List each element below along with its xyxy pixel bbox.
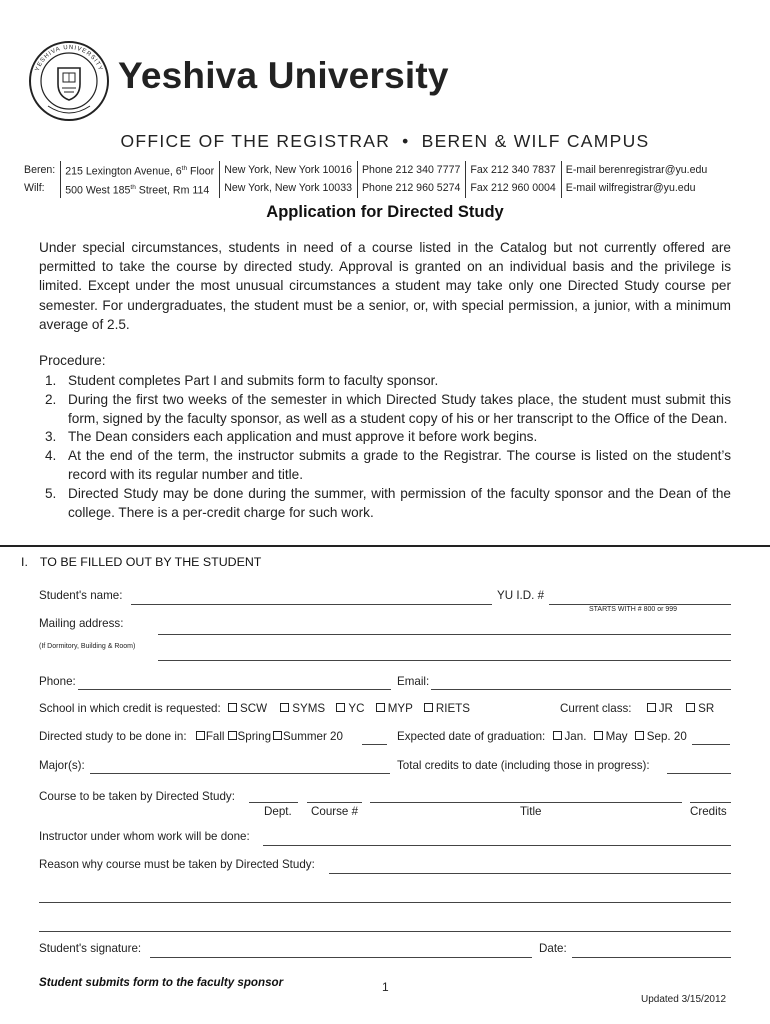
email: E-mail wilfregistrar@yu.edu bbox=[565, 182, 696, 195]
total-credits-field[interactable] bbox=[667, 773, 731, 774]
credits-field[interactable] bbox=[690, 802, 731, 803]
checkbox-may[interactable] bbox=[594, 731, 603, 740]
checkbox-spring[interactable] bbox=[228, 731, 237, 740]
class-row: Current class: JR SR bbox=[560, 702, 715, 715]
contact-table bbox=[24, 161, 712, 198]
study-term-row: Directed study to be done in: Fall Spring Summer 20 bbox=[39, 730, 343, 743]
current-class-label: Current class: bbox=[560, 702, 632, 715]
phone-field[interactable] bbox=[78, 689, 391, 690]
course-number-field[interactable] bbox=[307, 802, 362, 803]
procedure-step: 2. During the first two weeks of the semester in which Directed Study takes place, the student must submit this form, signed by the faculty sponsor, as well as a student copy of his or her transcript to the Office of the Dean. bbox=[45, 391, 731, 426]
address: 215 Lexington Avenue, 6th Floor bbox=[61, 161, 220, 180]
intro-paragraph: Under special circumstances, students in need of a course listed in the Catalog but not currently offered are permitted to take the course by directed study. Approval is granted on an individual basis and the privilege is limited. Except under the most unusual circumstances a student may take only one Directed Study course per semester. For undergraduates, the student must be a senior, or, with special permission, a junior, with a minimum average of 2.5. bbox=[39, 240, 731, 332]
updated-date: Updated 3/15/2012 bbox=[641, 994, 727, 1005]
address: 500 West 185th Street, Rm 114 bbox=[61, 180, 220, 199]
seal-text: YESHIVA UNIVERSITY bbox=[34, 44, 104, 73]
checkbox-syms[interactable] bbox=[280, 703, 289, 712]
campus-label: Beren: bbox=[24, 161, 61, 180]
phone: Phone 212 340 7777 bbox=[357, 161, 465, 180]
graduation-label: Expected date of graduation: bbox=[397, 730, 546, 743]
city: New York, New York 10033 bbox=[220, 180, 358, 199]
course-label: Course to be taken by Directed Study: bbox=[39, 790, 235, 803]
phone: Phone 212 960 5274 bbox=[357, 180, 465, 199]
checkbox-yc[interactable] bbox=[336, 703, 345, 712]
checkbox-jan[interactable] bbox=[553, 731, 562, 740]
mailing-address-field-2[interactable] bbox=[158, 660, 731, 661]
city: New York, New York 10016 bbox=[220, 161, 358, 180]
page-title: Application for Directed Study bbox=[266, 203, 504, 221]
school-row: School in which credit is requested: SCW SYMS YC MYP RIETS bbox=[39, 702, 471, 715]
procedure-step: 5. Directed Study may be done during the summer, with permission of the faculty sponsor and the Dean of the college. There is a per-credit charge for such work. bbox=[45, 485, 731, 520]
summer-year-field[interactable] bbox=[362, 744, 387, 745]
dept-caption: Dept. bbox=[264, 805, 292, 818]
checkbox-sep[interactable] bbox=[635, 731, 644, 740]
graduation-row: Expected date of graduation: Jan. May Sep. 20 bbox=[397, 730, 687, 743]
email-label: Email: bbox=[397, 675, 430, 688]
total-credits-label: Total credits to date (including those in progress): bbox=[397, 759, 650, 772]
campus-label: Wilf: bbox=[24, 180, 61, 199]
office-name: OFFICE OF THE REGISTRAR bbox=[120, 131, 391, 151]
email-field[interactable] bbox=[431, 689, 731, 690]
page-number: 1 bbox=[382, 980, 389, 994]
date-field[interactable] bbox=[572, 957, 731, 958]
school-label: School in which credit is requested: bbox=[39, 702, 221, 715]
title-caption: Title bbox=[520, 805, 542, 818]
contact-row-beren bbox=[24, 161, 712, 180]
reason-label: Reason why course must be taken by Directed Study: bbox=[39, 858, 315, 871]
checkbox-myp[interactable] bbox=[376, 703, 385, 712]
checkbox-fall[interactable] bbox=[196, 731, 205, 740]
fax: Fax 212 340 7837 bbox=[466, 161, 561, 180]
dorm-note: (If Dormitory, Building & Room) bbox=[39, 643, 136, 650]
id-note: STARTS WITH # 800 or 999 bbox=[589, 606, 678, 613]
signature-label: Student's signature: bbox=[39, 942, 142, 955]
majors-field[interactable] bbox=[90, 773, 390, 774]
checkbox-jr[interactable] bbox=[647, 703, 656, 712]
instructor-label: Instructor under whom work will be done: bbox=[39, 830, 250, 843]
mailing-address-field[interactable] bbox=[158, 634, 731, 635]
study-term-label: Directed study to be done in: bbox=[39, 730, 187, 743]
reason-field-2[interactable] bbox=[39, 902, 731, 903]
email: E-mail berenregistrar@yu.edu bbox=[565, 163, 708, 176]
footer-note: Student submits form to the faculty sponsor bbox=[39, 976, 284, 989]
checkbox-scw[interactable] bbox=[228, 703, 237, 712]
majors-label: Major(s): bbox=[39, 759, 85, 772]
section-heading: I. TO BE FILLED OUT BY THE STUDENT bbox=[21, 555, 262, 569]
reason-field-3[interactable] bbox=[39, 931, 731, 932]
mailing-address-label: Mailing address: bbox=[39, 617, 124, 630]
checkbox-sr[interactable] bbox=[686, 703, 695, 712]
section-divider bbox=[0, 545, 770, 547]
procedure-step: 4. At the end of the term, the instructor submits a grade to the Registrar. The course is listed on the student’s record with its regular number and title. bbox=[45, 448, 731, 482]
phone-label: Phone: bbox=[39, 675, 76, 688]
university-name: Yeshiva University bbox=[118, 55, 449, 96]
office-header bbox=[0, 131, 770, 152]
contact-row-wilf bbox=[24, 180, 712, 199]
procedure-heading: Procedure: bbox=[39, 353, 106, 368]
sep-year-field[interactable] bbox=[692, 744, 730, 745]
procedure-list bbox=[39, 372, 731, 522]
procedure-step: 1. Student completes Part I and submits form to faculty sponsor. bbox=[45, 373, 439, 388]
dept-field[interactable] bbox=[249, 802, 298, 803]
credits-caption: Credits bbox=[690, 805, 727, 818]
fax: Fax 212 960 0004 bbox=[466, 180, 561, 199]
yu-id-field[interactable] bbox=[549, 604, 731, 605]
university-seal bbox=[28, 40, 110, 122]
student-name-label: Student's name: bbox=[39, 589, 123, 602]
course-number-caption: Course # bbox=[311, 805, 359, 818]
date-label: Date: bbox=[539, 942, 567, 955]
signature-field[interactable] bbox=[150, 957, 532, 958]
student-name-field[interactable] bbox=[131, 604, 492, 605]
campus-name: BEREN & WILF CAMPUS bbox=[421, 131, 650, 151]
yu-id-label: YU I.D. # bbox=[497, 589, 545, 602]
instructor-field[interactable] bbox=[263, 845, 731, 846]
course-title-field[interactable] bbox=[370, 802, 682, 803]
checkbox-summer[interactable] bbox=[273, 731, 282, 740]
procedure-step: 3. The Dean considers each application and must approve it before work begins. bbox=[45, 429, 538, 445]
reason-field[interactable] bbox=[329, 873, 731, 874]
separator-dot: • bbox=[402, 131, 410, 151]
checkbox-riets[interactable] bbox=[424, 703, 433, 712]
